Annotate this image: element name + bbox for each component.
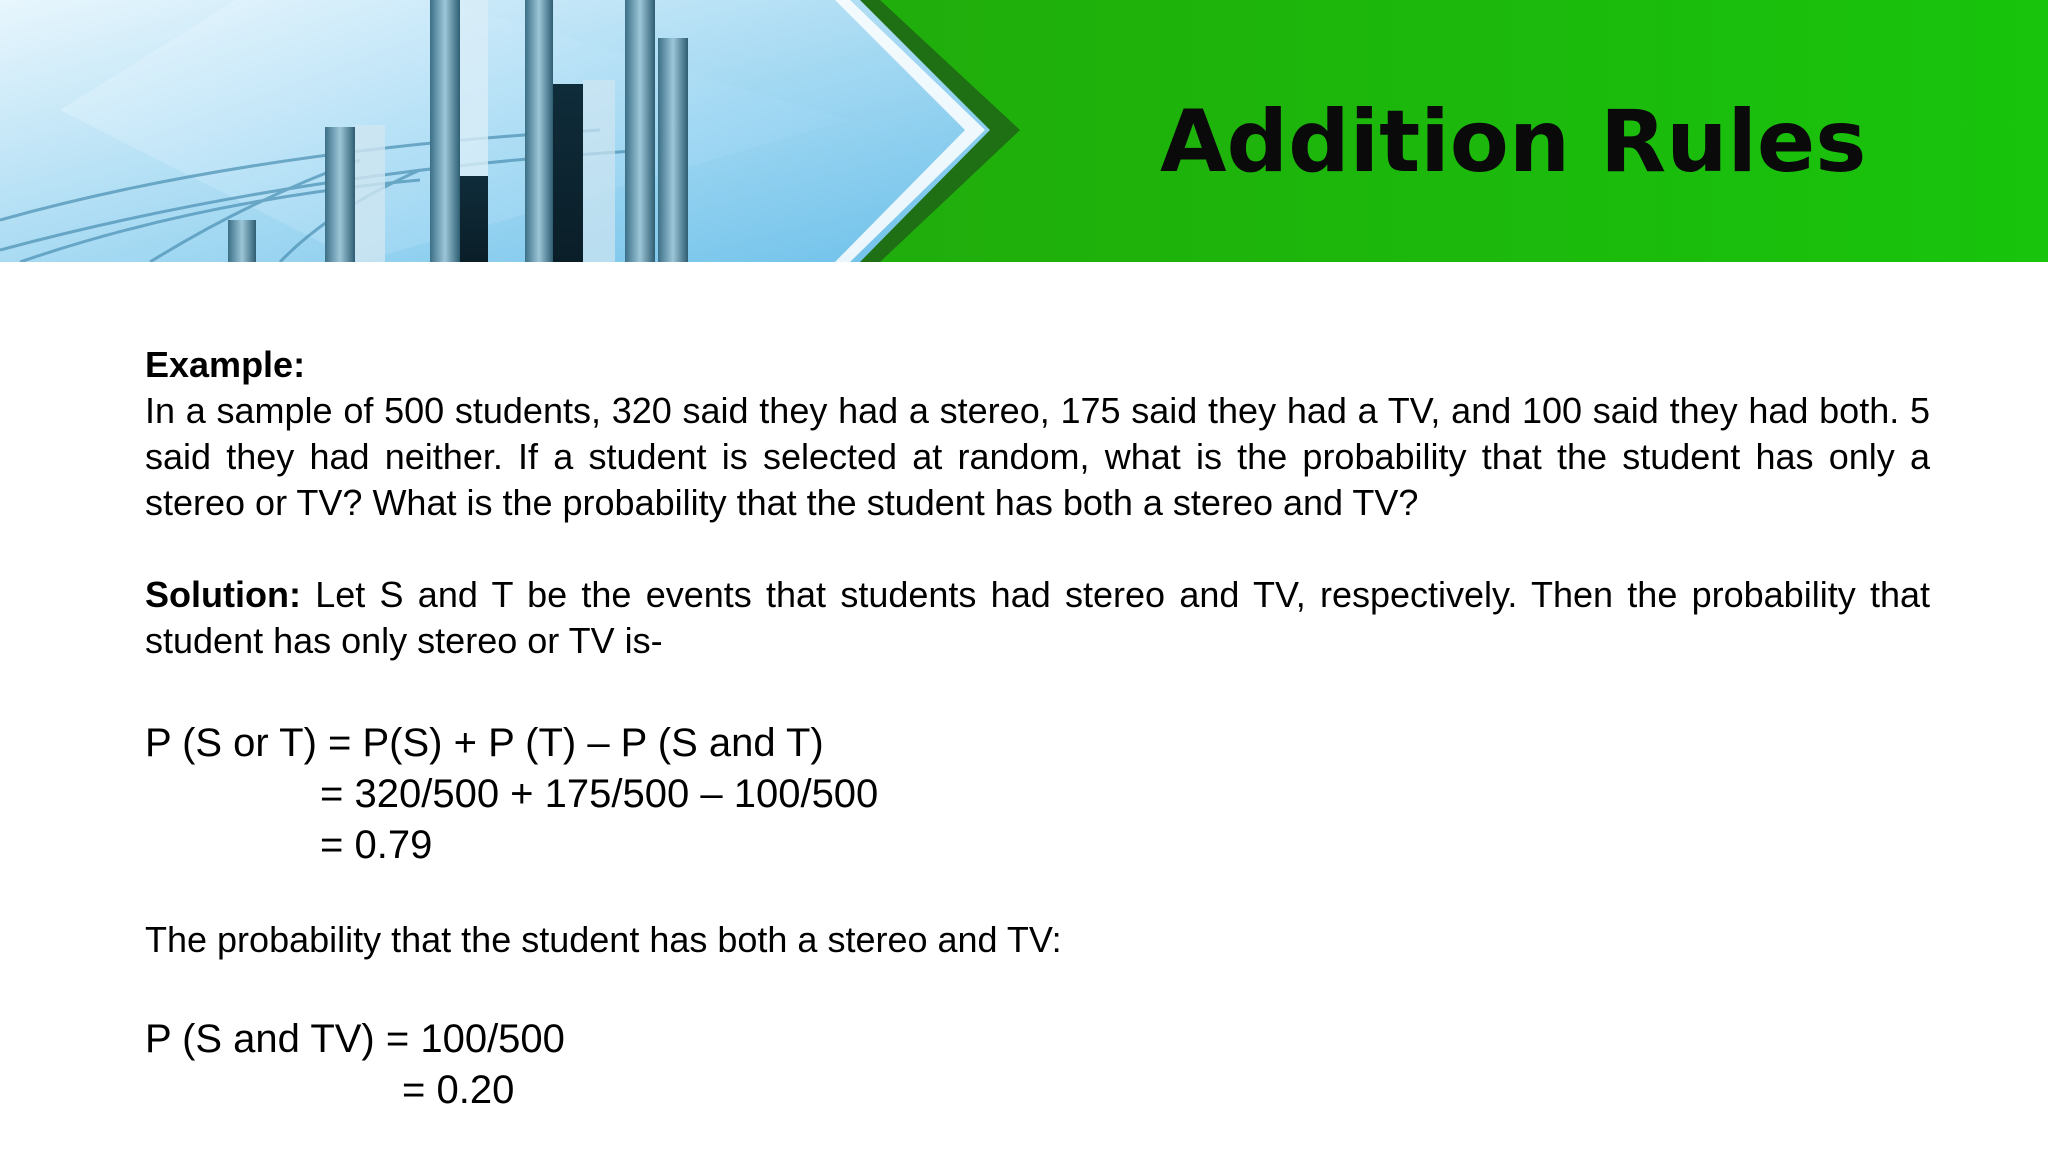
both-probability-text: The probability that the student has both a stereo and TV: [145,919,1062,960]
solution-paragraph [145,572,1930,664]
solution-text: Let S and T be the events that students had stereo and TV, respectively. Then the probability that student has only stereo or TV is- [145,574,1930,661]
formula-2-line-1: P (S and TV) = 100/500 [145,1017,565,1061]
formula-2-line-2: = 0.20 [402,1068,515,1112]
formula-1-line-1: P (S or T) = P(S) + P (T) – P (S and T) [145,721,824,765]
formula-1-line-2: = 320/500 + 175/500 – 100/500 [320,772,879,816]
slide-title: Addition Rules [1160,92,1867,192]
example-text: In a sample of 500 students, 320 said they had a stereo, 175 said they had a TV, and 100 said they had both. 5 said they had neither. If a student is selected at random, what is the probability that the student has only a stereo or TV? What is the probability that the student has both a stereo and TV? [145,390,1930,523]
formula-1-line-3: = 0.79 [320,823,433,867]
solution-label: Solution: [145,574,301,615]
example-label: Example: [145,344,306,385]
